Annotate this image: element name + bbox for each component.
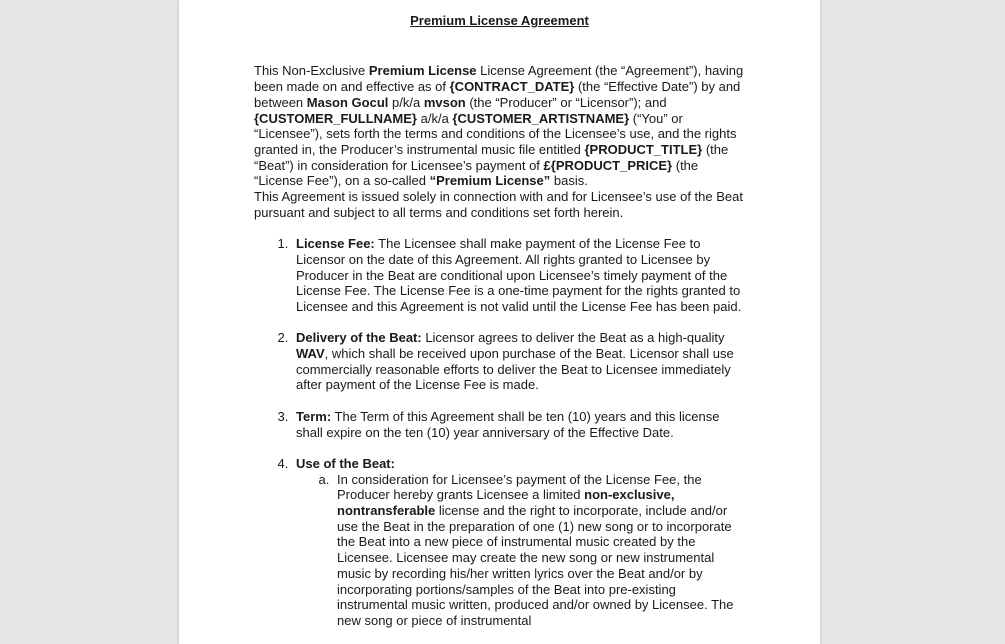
clause-1-body: The Licensee shall make payment of the License Fee to Licensor on the date of this Agreement. All rights granted to Licensee by Producer in the Beat are conditional upon Licensee’s timely payment of the License Fee. The License Fee is a one-time payment for the rights granted to Licensee and this Agreement is not valid until the License Fee has been paid.	[296, 236, 742, 314]
intro-run-18: basis.	[550, 173, 588, 189]
clause-1-heading: License Fee:	[296, 236, 375, 252]
clause-3-content	[296, 409, 719, 440]
intro-run-7: mvson	[423, 94, 466, 110]
intro-run-1: Premium License	[368, 63, 477, 79]
clause-4-subitem-a	[333, 472, 745, 629]
intro-run-16: (the “License Fee”), on a so-called	[254, 157, 699, 189]
clause-2-content	[296, 330, 734, 392]
clause-2-bold-inline: WAV	[296, 346, 325, 362]
clause-4a-bold-inline: non-exclusive, nontransferable	[337, 487, 675, 519]
clause-4-sublist	[296, 472, 745, 629]
clause-list	[254, 236, 745, 629]
clause-3-body: The Term of this Agreement shall be ten (10) years and this license shall expire on the ten (10) year anniversary of the Effective Date.	[296, 408, 720, 440]
document-body	[254, 13, 745, 629]
intro-run-6: p/k/a	[388, 94, 424, 110]
clause-2-body-after: , which shall be received upon purchase of the Beat. Licensor shall use commercially reasonable efforts to deliver the Beat to Licensee immediately after payment of the License Fee is made.	[296, 346, 734, 393]
intro-run-3: {CONTRACT_DATE}	[449, 79, 575, 95]
clause-item-3	[292, 409, 745, 440]
clause-4a-text-after: license and the right to incorporate, include and/or use the Beat in the preparation of one (1) new song or to incorporate the Beat into a new piece of instrumental music created by the Licensee. Licensee may create the new song or new instrumental music by recording his/her written lyrics over the Beat and/or by incorporating portions/samples of the Beat into pre-existing instrumental music written, produced and/or owned by Licensee. The new song or piece of instrumental	[337, 503, 734, 628]
clause-2-heading: Delivery of the Beat:	[296, 330, 422, 346]
intro-run-2: License Agreement (the “Agreement”), having been made on and effective as of	[254, 63, 744, 95]
clause-4-heading: Use of the Beat:	[296, 455, 395, 471]
intro-run-13: {PRODUCT_TITLE}	[584, 141, 703, 157]
clause-2-body-before: Licensor agrees to deliver the Beat as a high-quality	[421, 330, 725, 346]
clause-4a-text-before: In consideration for Licensee’s payment of the License Fee, the Producer hereby grants Licensee a limited	[337, 471, 702, 503]
clause-1-content	[296, 236, 741, 314]
clause-4-subitem-a-content	[337, 472, 733, 628]
intro-run-4: (the “Effective Date”) by and between	[254, 79, 741, 110]
intro-run-12: (“You” or “Licensee”), sets forth the terms and conditions of the Licensee’s use, and the rights granted in, the Producer’s instrumental music file entitled	[254, 110, 737, 157]
clause-4-content	[296, 456, 395, 471]
intro-run-10: a/k/a	[417, 110, 453, 126]
clause-item-2	[292, 330, 745, 393]
intro-paragraph	[254, 63, 745, 189]
intro-run-17: “Premium License”	[429, 173, 551, 189]
list-spacer	[254, 220, 745, 236]
clause-item-4	[292, 456, 745, 629]
clause-3-heading: Term:	[296, 408, 332, 424]
intro-run-15: £{PRODUCT_PRICE}	[543, 157, 673, 173]
intro-run-8: (the “Producer” or “Licensor”); and	[465, 94, 667, 110]
intro-run-14: (the “Beat”) in consideration for Licensee’s payment of	[254, 141, 729, 173]
intro-run-9: {CUSTOMER_FULLNAME}	[254, 110, 417, 126]
page-title: Premium License Agreement	[410, 13, 589, 28]
intro-run-0: This Non-Exclusive	[254, 63, 369, 79]
title-spacer	[254, 29, 745, 45]
intro-second-paragraph: This Agreement is issued solely in connection with and for Licensee’s use of the Beat pursuant and subject to all terms and conditions set forth herein.	[254, 189, 743, 220]
clause-item-1	[292, 236, 745, 315]
intro-run-5: Mason Gocul	[306, 94, 389, 110]
intro-run-11: {CUSTOMER_ARTISTNAME}	[452, 110, 630, 126]
document-page	[179, 0, 820, 644]
